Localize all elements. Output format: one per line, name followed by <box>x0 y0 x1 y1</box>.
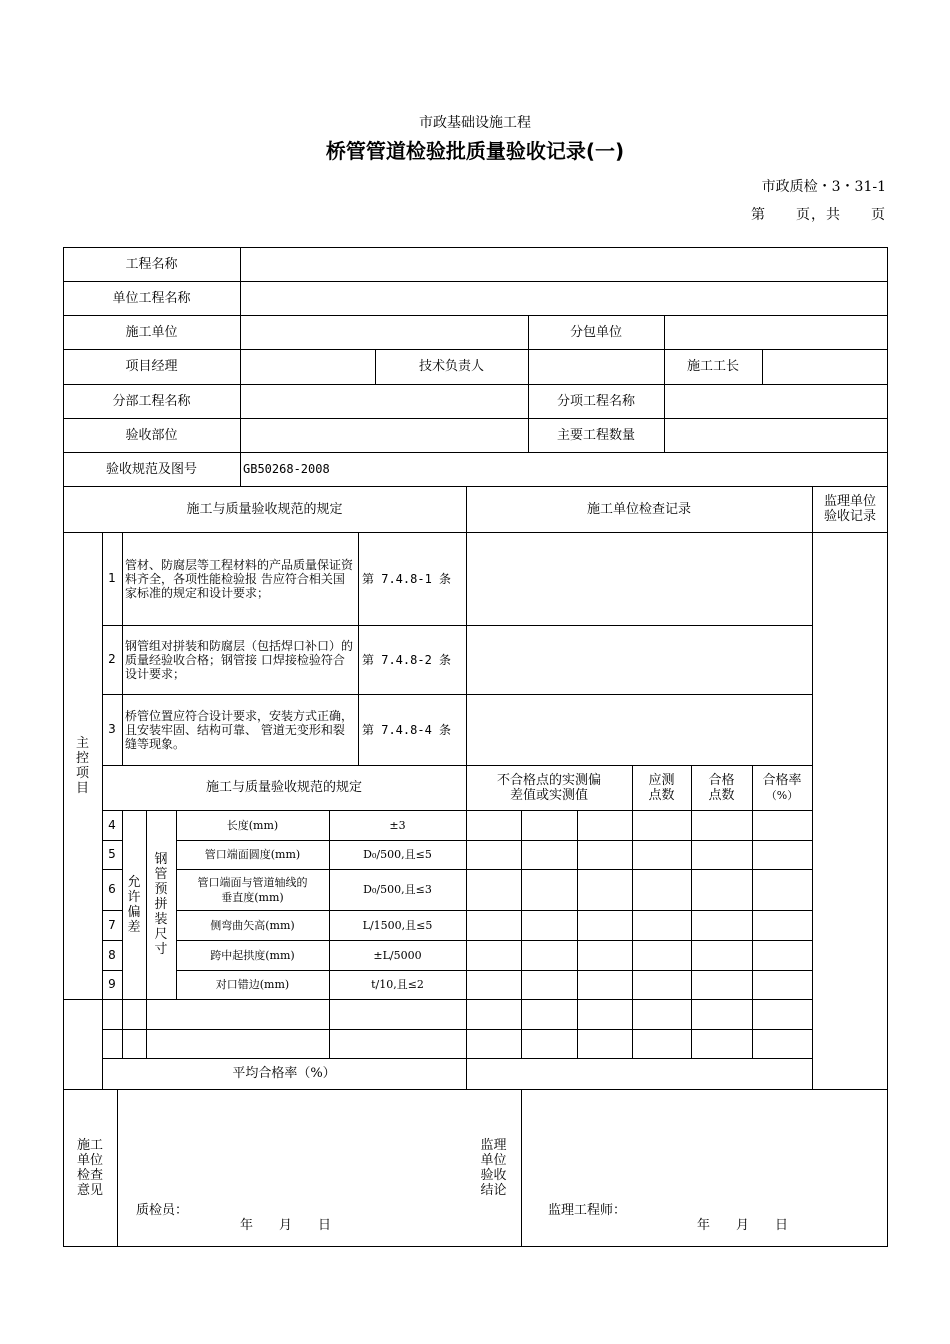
supervisor-engineer-label: 监理工程师： <box>548 1203 627 1218</box>
allowed-deviation-label: 允许偏差 <box>127 874 141 935</box>
project-manager-label: 项目经理 <box>125 359 178 374</box>
tolerance-value: D₀/500,且≤3 <box>363 883 432 896</box>
item-no: 3 <box>108 722 116 736</box>
item-clause: 第 7.4.8-2 条 <box>362 652 452 667</box>
project-name-label: 工程名称 <box>125 256 178 272</box>
contractor-record-header: 施工单位检查记录 <box>586 501 691 517</box>
spec-rules-header-2: 施工与质量验收规范的规定 <box>205 780 362 795</box>
contractor-date: 年 月 日 <box>240 1218 332 1233</box>
supervisor-record-header: 监理单位验收记录 <box>823 494 876 524</box>
item-clause: 第 7.4.8-4 条 <box>362 722 452 737</box>
inspection-part-label: 验收部位 <box>125 427 178 443</box>
tolerance-name: 侧弯曲矢高(mm) <box>210 918 295 932</box>
item-no: 1 <box>108 571 116 585</box>
pass-rate-header: 合格率 （%） <box>762 772 802 802</box>
steel-pipe-assembly-label: 钢管预拼装尺寸 <box>154 852 168 957</box>
contractor-label: 施工单位 <box>125 324 178 340</box>
tolerance-no: 4 <box>108 817 116 832</box>
tolerance-name: 跨中起拱度(mm) <box>210 948 295 962</box>
main-control-label: 主控项目 <box>75 735 89 796</box>
supervisor-date: 年 月 日 <box>697 1218 789 1233</box>
form-code: 市政质检・3・31-1 <box>761 179 886 195</box>
tolerance-no: 5 <box>108 847 116 861</box>
qualified-points-header: 合格点数 <box>708 772 735 803</box>
avg-pass-rate-label: 平均合格率（%） <box>232 1066 336 1081</box>
item-clause: 第 7.4.8-1 条 <box>362 571 452 586</box>
item-project-label: 分项工程名称 <box>556 393 635 409</box>
tolerance-value: t/10,且≤2 <box>371 978 424 991</box>
tolerance-name: 对口错边(mm) <box>215 978 290 991</box>
contractor-opinion-label: 施工单位检查意见 <box>76 1138 103 1198</box>
spec-rules-header: 施工与质量验收规范的规定 <box>186 501 343 517</box>
supervisor-conclusion-label: 监理单位验收结论 <box>480 1138 507 1198</box>
item-text: 管材、防腐层等工程材料的产品质量保证资料齐全，各项性能检验报 告应符合相关国家标准的规定和设计要求； <box>125 557 354 600</box>
spec-label: 验收规范及图号 <box>105 461 197 477</box>
tolerance-no: 8 <box>108 947 116 962</box>
tolerance-no: 7 <box>108 917 116 932</box>
main-quantity-label: 主要工程数量 <box>556 427 635 443</box>
inspector-label: 质检员： <box>136 1203 189 1218</box>
tech-lead-label: 技术负责人 <box>418 359 484 374</box>
measured-header: 不合格点的实测偏差值或实测值 <box>496 772 601 803</box>
tolerance-value: D₀/500,且≤5 <box>363 848 432 861</box>
item-no: 2 <box>108 652 116 666</box>
tolerance-value: ±3 <box>389 818 406 832</box>
tolerance-name: 管口端面与管道轴线的垂直度(mm) <box>197 875 308 904</box>
tolerance-name: 管口端面圆度(mm) <box>204 848 301 861</box>
item-text: 桥管位置应符合设计要求，安装方式正确，且安装牢固、结构可靠、 管道无变形和裂缝等现象。 <box>125 708 354 751</box>
document-subtitle: 市政基础设施工程 <box>419 115 531 131</box>
item-text: 钢管组对拼装和防腐层（包括焊口补口）的质量经验收合格；钢管接 口焊接检验符合设计要求； <box>125 638 354 681</box>
unit-project-label: 单位工程名称 <box>112 290 191 306</box>
subcontractor-label: 分包单位 <box>569 324 622 340</box>
tolerance-value: L/1500,且≤5 <box>362 918 433 932</box>
sub-project-label: 分部工程名称 <box>112 393 191 409</box>
tolerance-value: ±L/5000 <box>373 948 422 962</box>
tolerance-no: 9 <box>108 977 116 991</box>
tolerance-name: 长度(mm) <box>226 818 279 832</box>
document-title: 桥管管道检验批质量验收记录(一) <box>325 139 625 163</box>
site-foreman-label: 施工工长 <box>686 359 739 374</box>
required-points-header: 应测点数 <box>648 772 675 803</box>
spec-value: GB50268-2008 <box>243 462 330 476</box>
tolerance-no: 6 <box>108 882 116 896</box>
page-counter: 第 页，共 页 <box>751 207 886 223</box>
